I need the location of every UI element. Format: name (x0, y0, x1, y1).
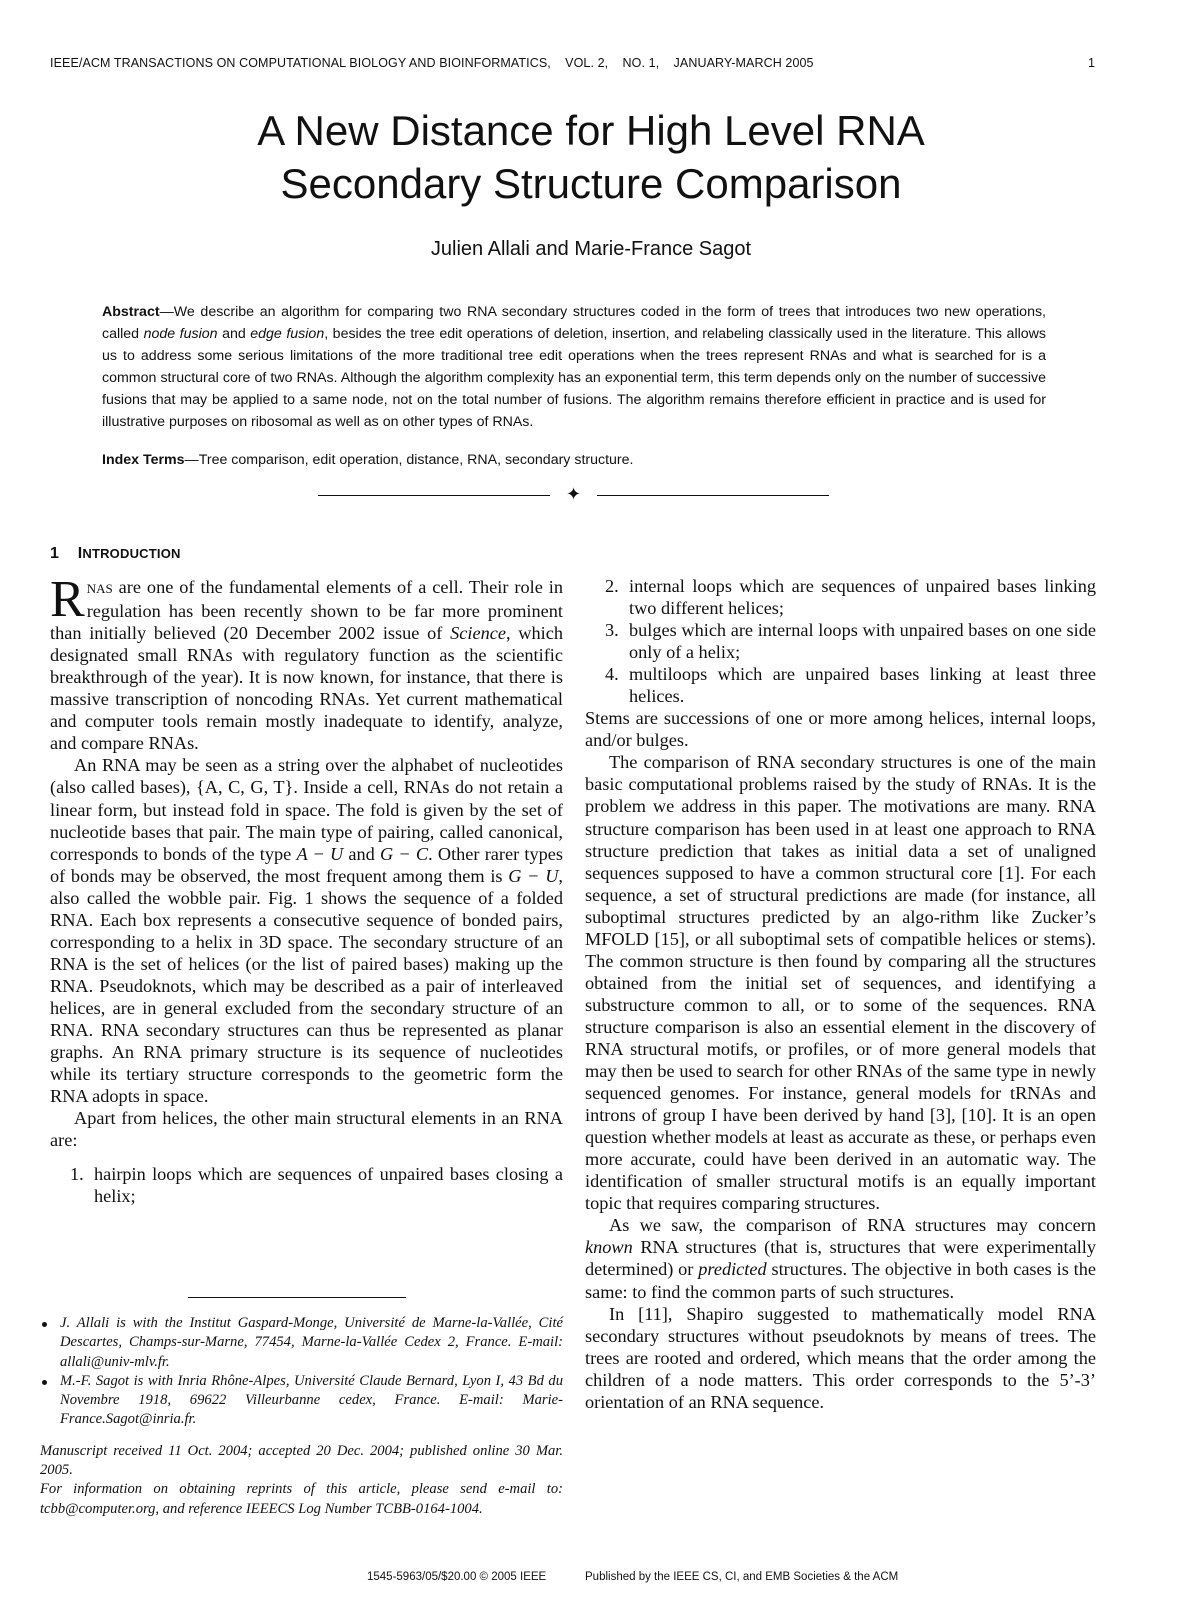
divider-diamond-icon: ✦ (566, 484, 582, 504)
page-number: 1 (1087, 56, 1095, 70)
paragraph: The comparison of RNA secondary structures is one of the main basic computational problems raised by the study of RNAs. It is the problem we address in this paper. The motivations are many. RNA structure comparison has been used in at least one approach to RNA structure prediction that takes as initial data a set of unaligned sequences supposed to have a common structural core [1]. For each sequence, a set of structural predictions are made (for instance, all suboptimal structures predicted by an algo-rithm like Zucker’s MFOLD [15], or all suboptimal sets of compatible helices or stems). The common structure is then found by comparing all the structures obtained from the initial set of sequences, and identifying a substructure common to all, or to some of the sequences. RNA structure comparison is also an essential element in the discovery of RNA structural motifs, or profiles, or of more general models that may then be used to search for other RNAs of the same type in newly sequenced genomes. For instance, general models for tRNAs and introns of group I have been derived by hand [3], [10]. It is an open question whether models at least as accurate as these, or perhaps even more accurate, could have been derived in an automatic way. The identification of smaller structural motifs is an equally important topic that requires comparing structures. (585, 752, 1096, 1214)
paragraph: In [11], Shapiro suggested to mathematically model RNA secondary structures without pseudoknots by means of trees. The trees are rooted and ordered, which means that the order among the children of a node matters. This order corresponds to the 5’-3’ orientation of an RNA sequence. (585, 1303, 1096, 1412)
structure-list (50, 1163, 563, 1207)
abstract-text: —We describe an algorithm for comparing two RNA secondary structures coded in the form of trees that introduces two new operations, called (102, 304, 1046, 342)
abstract-emphasis: node fusion (143, 326, 218, 342)
title-line: A New Distance for High Level RNA (257, 107, 925, 154)
paragraph: Apart from helices, the other main structural elements in an RNA are: (50, 1108, 563, 1151)
abstract-text: and (217, 326, 251, 342)
list-item: 2. internal loops which are sequences of unpaired bases linking two different helices; (605, 576, 1096, 619)
structure-list (585, 575, 1096, 707)
copyright: 1545-5963/05/$20.00 © 2005 IEEE (367, 1571, 547, 1583)
index-terms-label: Index Terms (102, 452, 185, 468)
list-item: 1. hairpin loops which are sequences of unpaired bases closing a helix; (70, 1164, 563, 1207)
affiliation-note: M.-F. Sagot is with Inria Rhône-Alpes, Université Claude Bernard, Lyon I, 43 Bd du Novembre 1918, 69622 Villeurbanne cedex, France. E-mail: Marie-France.Sagot@inria.fr. (40, 1372, 563, 1430)
section-heading: 1 INTRODUCTION (50, 545, 181, 562)
paragraph: An RNA may be seen as a string over the alphabet of nucleotides (also called bases), {A, C, G, T}. Inside a cell, RNAs do not retain a linear form, but instead fold in space. The fold is given by the set of nucleotide bases that pair. The main type of pairing, called canonical, corresponds to bonds of the type A − U and G − C. Other rarer types of bonds may be observed, the most frequent among them is G − U, also called the wobble pair. Fig. 1 shows the sequence of a folded RNA. Each box represents a consecutive sequence of bonded pairs, corresponding to a helix in 3D space. The secondary structure of an RNA is the set of helices (or the list of paired bases) making up the RNA. Pseudoknots, which may be described as a pair of interleaved helices, are in general excluded from the secondary structure of an RNA. RNA secondary structures can thus be represented as planar graphs. An RNA primary structure is its sequence of nucleotides while its tertiary structure corresponds to the geometric form the RNA adopts in space. (50, 755, 563, 1107)
journal-name: IEEE/ACM TRANSACTIONS ON COMPUTATIONAL BIOLOGY AND BIOINFORMATICS, VOL. 2, NO. 1, JANUARY-MARCH 2005 (50, 56, 814, 70)
footnotes (40, 1314, 563, 1519)
list-item: 3. bulges which are internal loops with unpaired bases on one side only of a helix; (605, 620, 1096, 663)
left-column (50, 543, 563, 1207)
paper-title (0, 104, 1182, 210)
abstract-text: , besides the tree edit operations of deletion, insertion, and relabeling classically used in the literature. This allows us to address some serious limitations of the more traditional tree edit operations when the trees represent RNAs and what is searched for is a common structural core of two RNAs. Although the algorithm complexity has an exponential term, this term depends only on the number of successive fusions that may be applied to a same node, not on the total number of fusions. The algorithm remains therefore efficient in practice and is used for illustrative purposes on ribosomal as well as on other types of RNAs. (102, 326, 1046, 430)
index-terms (102, 452, 1046, 468)
manuscript-note: Manuscript received 11 Oct. 2004; accepted 20 Dec. 2004; published online 30 Mar. 2005. (40, 1442, 563, 1479)
abstract-emphasis: edge fusion (250, 326, 325, 342)
paragraph: As we saw, the comparison of RNA structures may concern known RNA structures (that is, structures that were experimentally determined) or predicted structures. The objective in both cases is the same: to find the common parts of such structures. (585, 1215, 1097, 1302)
drop-cap: R (50, 571, 85, 629)
publisher-line: Published by the IEEE CS, CI, and EMB Societies & the ACM (585, 1571, 899, 1583)
running-header (50, 56, 1095, 70)
paragraph: RNAS are one of the fundamental elements of a cell. Their role in regulation has been recently shown to be far more prominent than initially believed (20 December 2002 issue of Science, which designated small RNAs with regulatory function as the scientific breakthrough of the year). It is now known, for instance, that there is massive transcription of noncoding RNAs. Yet current mathematical and computer tools remain mostly inadequate to identify, analyze, and compare RNAs. (50, 571, 563, 754)
footnote-rule (188, 1297, 406, 1298)
authors: Julien Allali and Marie-France Sagot (430, 238, 752, 260)
right-column (585, 575, 1096, 1413)
reprints-note: For information on obtaining reprints of this article, please send e-mail to: tcbb@computer.org, and reference IEEECS Log Number TCBB-0164-1004. (40, 1481, 563, 1517)
title-line: Secondary Structure Comparison (280, 160, 902, 207)
abstract-label: Abstract (102, 304, 160, 320)
divider-line (597, 495, 829, 496)
list-item: 4. multiloops which are unpaired bases linking at least three helices. (605, 664, 1096, 707)
affiliation-note: J. Allali is with the Institut Gaspard-Monge, Université de Marne-la-Vallée, Cité Descartes, Champs-sur-Marne, 77454, Marne-la-Vallée Cedex 2, France. E-mail: allali@univ-mlv.fr. (40, 1314, 563, 1372)
paragraph: Stems are successions of one or more among helices, internal loops, and/or bulges. (585, 708, 1096, 751)
index-terms-text: —Tree comparison, edit operation, distance, RNA, secondary structure. (184, 452, 634, 468)
abstract (102, 301, 1046, 433)
divider-line (318, 495, 550, 496)
